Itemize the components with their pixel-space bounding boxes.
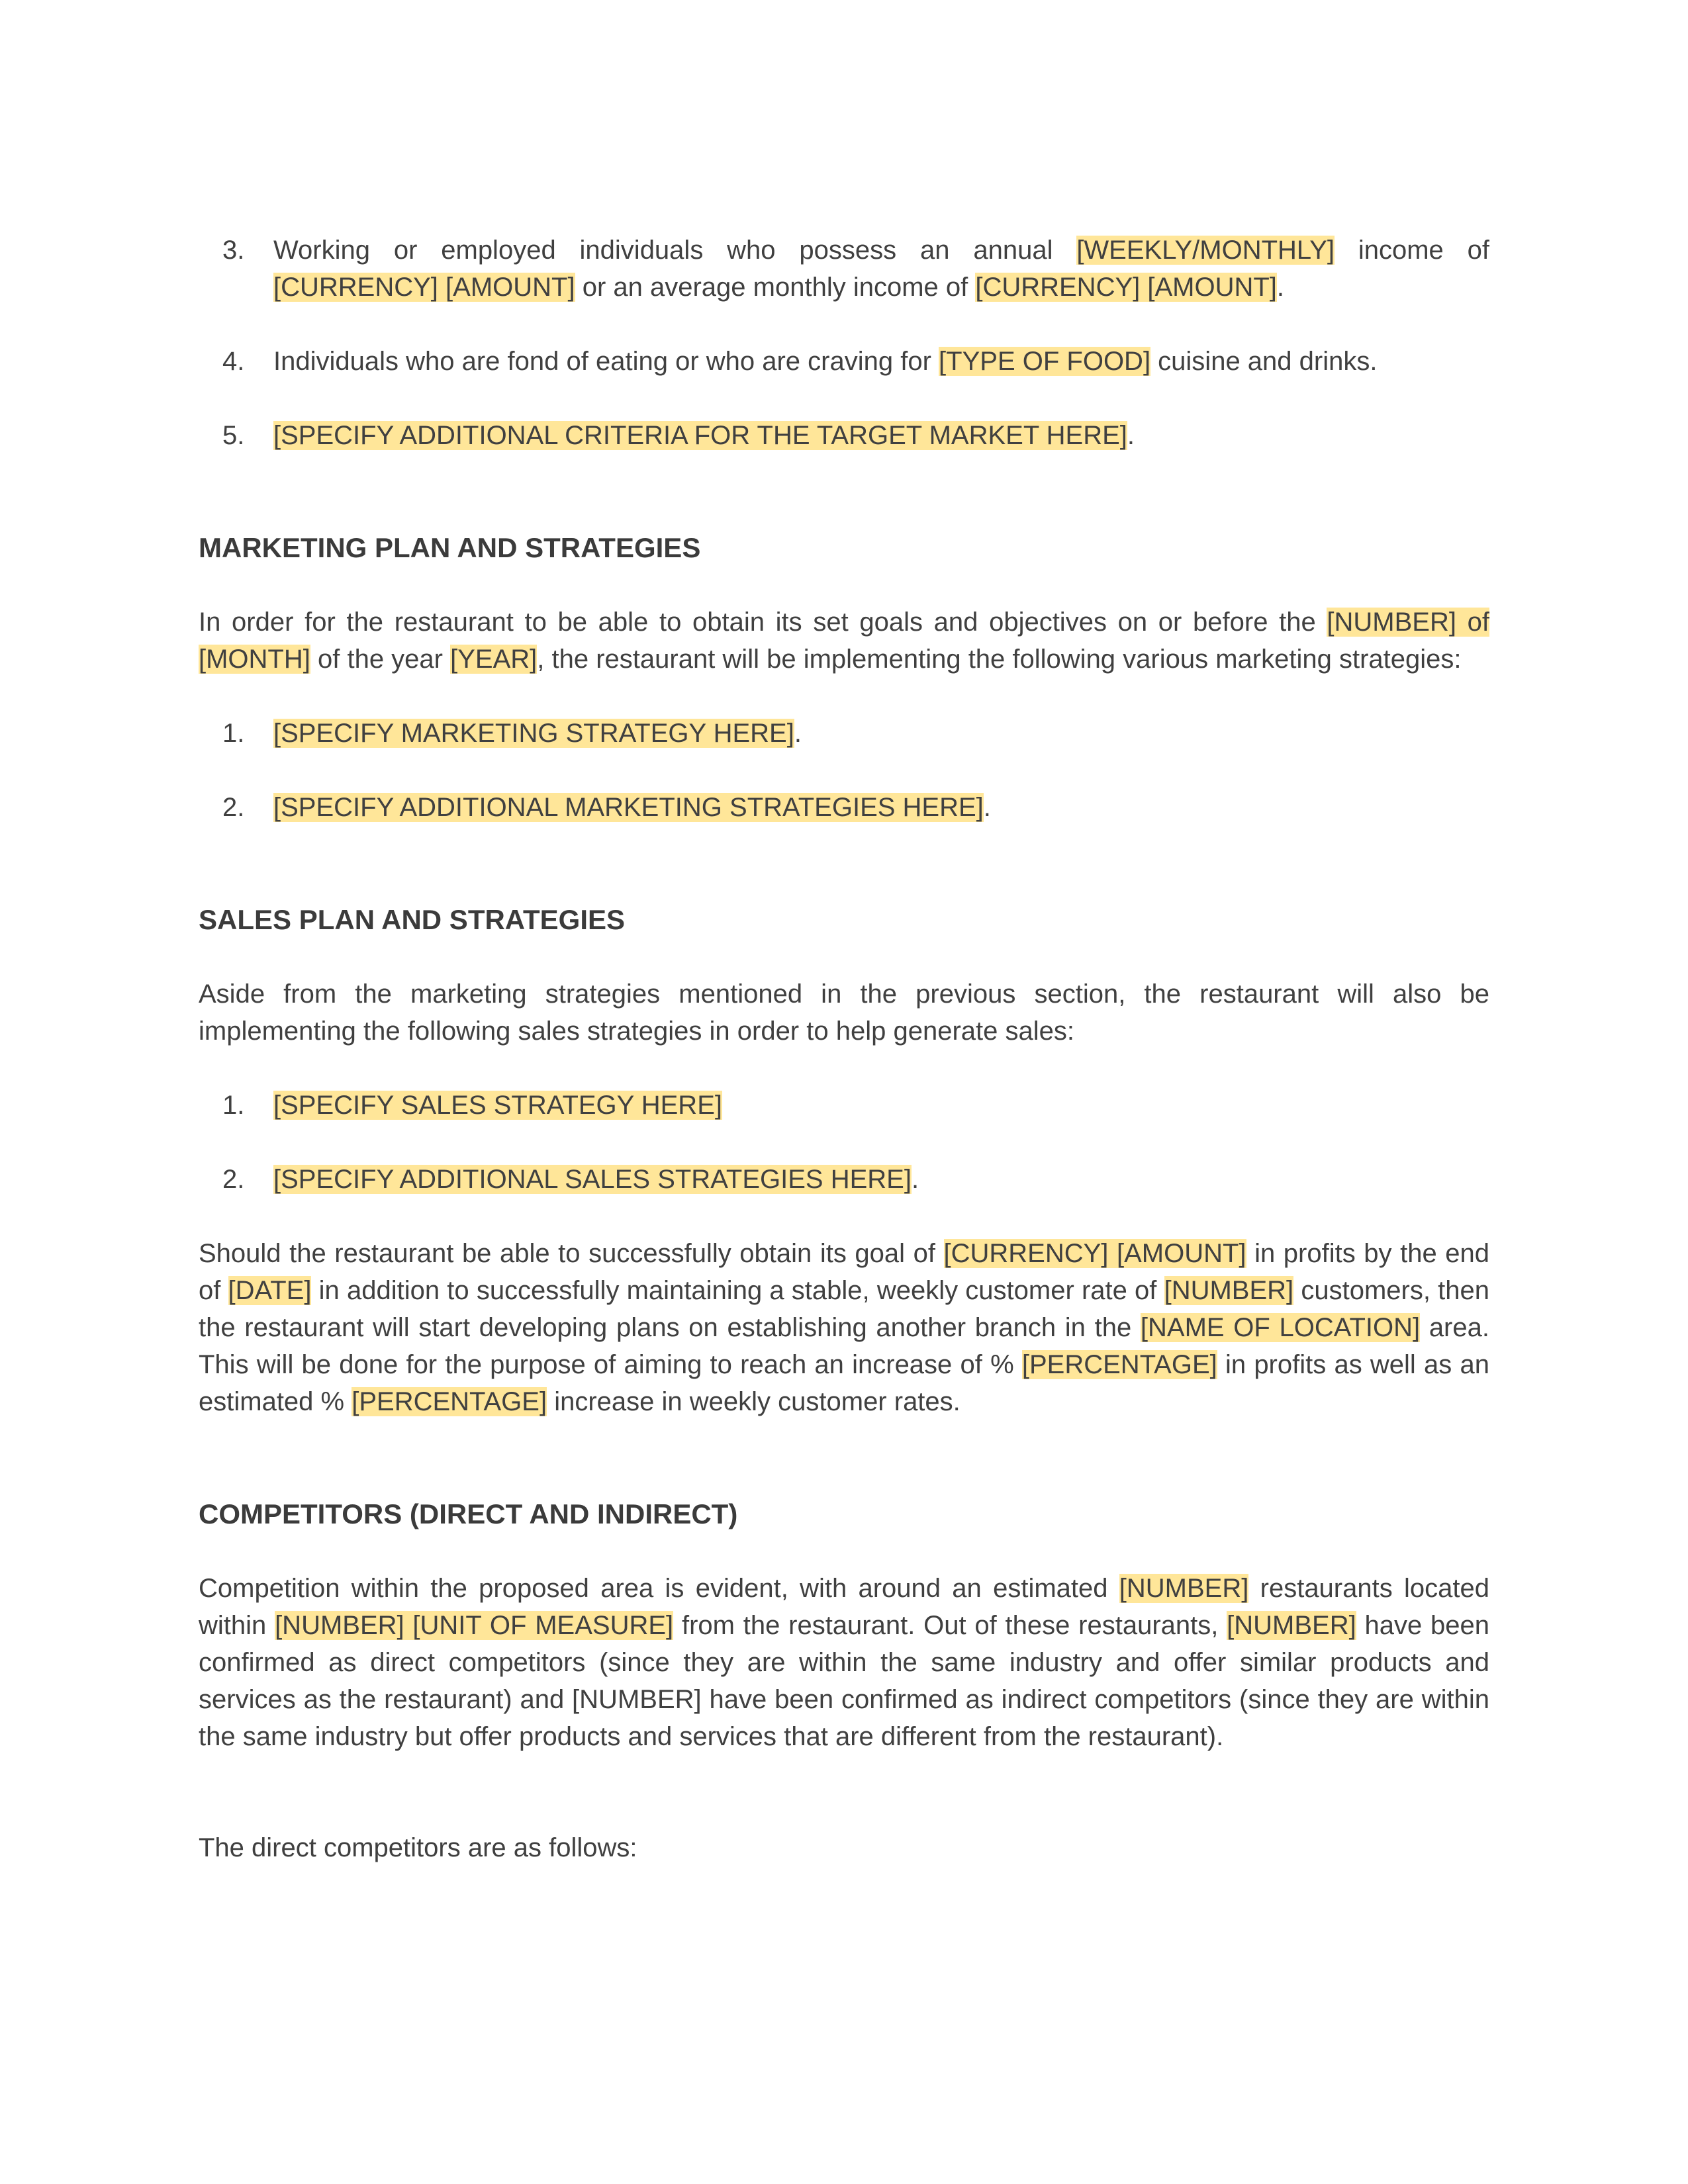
list-number: 3. <box>222 236 245 265</box>
section-heading-marketing: MARKETING PLAN AND STRATEGIES <box>199 532 701 563</box>
list-text: . <box>794 719 802 748</box>
placeholder-highlight: [PERCENTAGE] <box>1021 1350 1217 1379</box>
placeholder-highlight: [NAME OF LOCATION] <box>1140 1313 1421 1342</box>
placeholder-highlight: [TYPE OF FOOD] <box>939 347 1151 376</box>
placeholder-highlight: [CURRENCY] [AMOUNT] <box>943 1239 1246 1268</box>
paragraph-text: in profits by the end of <box>199 1239 1489 1305</box>
paragraph-text: area. This will be done for the purpose of aiming to reach an increase of % <box>199 1313 1489 1379</box>
paragraph-text: , the restaurant will be implementing the following various marketing strategies: <box>537 645 1462 674</box>
list-number: 1. <box>222 1091 245 1120</box>
section-heading-competitors: COMPETITORS (DIRECT AND INDIRECT) <box>199 1498 738 1529</box>
placeholder-highlight: [PERCENTAGE] <box>352 1387 547 1416</box>
sales-intro-paragraph: Aside from the marketing strategies mentioned in the previous section, the restaurant will also be implementing the following sales strategies in order to help generate sales: <box>199 979 1489 1046</box>
list-item <box>199 417 1489 454</box>
placeholder-highlight: [WEEKLY/MONTHLY] <box>1076 236 1335 265</box>
paragraph-text: in profits as well as an estimated % <box>199 1350 1489 1416</box>
marketing-intro-paragraph <box>199 604 1489 678</box>
placeholder-highlight: [SPECIFY ADDITIONAL CRITERIA FOR THE TARGET MARKET HERE] <box>273 421 1127 450</box>
list-number: 2. <box>222 1165 245 1194</box>
list-item <box>199 232 1489 306</box>
paragraph-text: from the restaurant. Out of these restaurants, <box>673 1611 1227 1640</box>
paragraph-text: of the year <box>310 645 451 674</box>
list-text: income of <box>1335 236 1490 265</box>
competitors-paragraph <box>199 1570 1489 1755</box>
list-number: 2. <box>222 793 245 822</box>
sales-goal-paragraph <box>199 1235 1489 1420</box>
list-text: Working or employed individuals who possess an annual <box>273 236 1077 265</box>
paragraph-text: Should the restaurant be able to successfully obtain its goal of <box>199 1239 944 1268</box>
list-text: . <box>1127 421 1135 450</box>
section-heading-sales: SALES PLAN AND STRATEGIES <box>199 904 626 935</box>
list-item <box>199 715 1489 752</box>
document-page <box>199 232 1489 1866</box>
list-number: 4. <box>222 347 245 376</box>
placeholder-highlight: [NUMBER] <box>1164 1276 1294 1305</box>
list-item <box>199 1161 1489 1198</box>
placeholder-highlight: [YEAR] <box>450 645 538 674</box>
placeholder-highlight: [SPECIFY ADDITIONAL MARKETING STRATEGIES HERE] <box>273 793 984 822</box>
list-item <box>199 1087 1489 1124</box>
placeholder-highlight: [NUMBER] <box>1227 1611 1356 1640</box>
placeholder-highlight: [SPECIFY ADDITIONAL SALES STRATEGIES HERE] <box>273 1165 912 1194</box>
list-text: or an average monthly income of <box>575 273 976 302</box>
list-item <box>199 789 1489 826</box>
list-item <box>199 343 1489 380</box>
list-number: 5. <box>222 421 245 450</box>
list-text: . <box>911 1165 919 1194</box>
paragraph-text: Competition within the proposed area is evident, with around an estimated <box>199 1574 1119 1603</box>
paragraph-text: increase in weekly customer rates. <box>547 1387 961 1416</box>
placeholder-highlight: [CURRENCY] [AMOUNT] <box>273 273 575 302</box>
placeholder-highlight: [NUMBER] of [MONTH] <box>199 608 1489 674</box>
list-text: . <box>983 793 991 822</box>
list-text: . <box>1276 273 1285 302</box>
placeholder-highlight: [NUMBER] [UNIT OF MEASURE] <box>275 1611 674 1640</box>
paragraph-text: in addition to successfully maintaining a stable, weekly customer rate of <box>311 1276 1164 1305</box>
list-text: Individuals who are fond of eating or who are craving for <box>273 347 939 376</box>
direct-competitors-intro: The direct competitors are as follows: <box>199 1833 637 1862</box>
placeholder-highlight: [NUMBER] <box>1119 1574 1249 1603</box>
paragraph-text: have been confirmed as direct competitors (since they are within the same industry and offer similar products and services as the restaurant) and [NUMBER] have been confirmed as indirect competitors (since they are within the same industry but offer products and services that are different from the restaurant). <box>199 1611 1490 1751</box>
placeholder-highlight: [SPECIFY SALES STRATEGY HERE] <box>273 1091 722 1120</box>
placeholder-highlight: [CURRENCY] [AMOUNT] <box>975 273 1277 302</box>
placeholder-highlight: [DATE] <box>228 1276 312 1305</box>
list-text: cuisine and drinks. <box>1150 347 1378 376</box>
paragraph-text: restaurants located within <box>199 1574 1489 1640</box>
paragraph-text: In order for the restaurant to be able to obtain its set goals and objectives on or before the <box>199 608 1327 637</box>
paragraph-text: customers, then the restaurant will start developing plans on establishing another branch in the <box>199 1276 1489 1342</box>
list-number: 1. <box>222 719 245 748</box>
placeholder-highlight: [SPECIFY MARKETING STRATEGY HERE] <box>273 719 794 748</box>
